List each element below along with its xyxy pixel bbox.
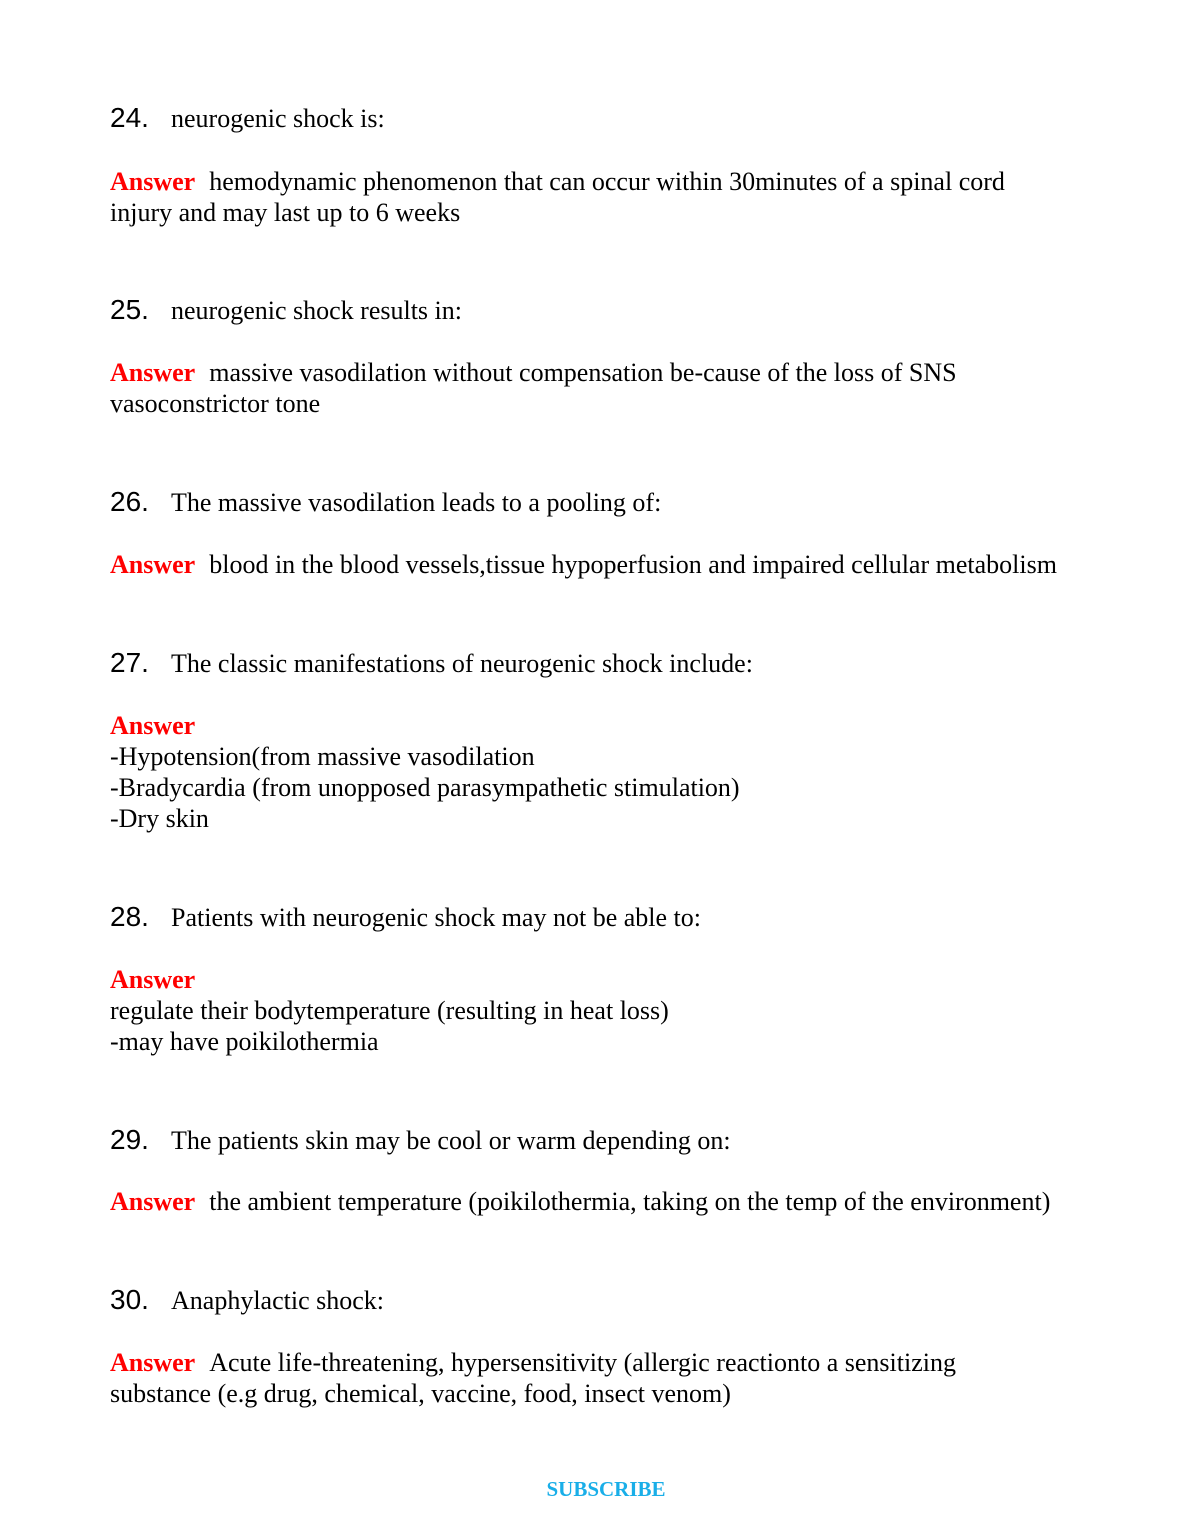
- question-text: neurogenic shock results in:: [171, 296, 462, 325]
- answer-label: Answer: [110, 965, 196, 994]
- answer-label: Answer: [110, 167, 196, 196]
- question-number: 28.: [110, 901, 149, 932]
- answer-text: Acute life-threatening, hypersensitivity (allergic reactionto a sensitizing: [209, 1348, 956, 1377]
- answer-label: Answer: [110, 358, 196, 387]
- answer-line: injury and may last up to 6 weeks: [110, 198, 461, 227]
- question-number: 29.: [110, 1124, 149, 1155]
- question-number: 25.: [110, 294, 149, 325]
- subscribe-link[interactable]: SUBSCRIBE: [546, 1477, 666, 1501]
- answer-line: -Dry skin: [110, 804, 209, 833]
- question-26: [110, 486, 661, 518]
- answer-text: the ambient temperature (poikilothermia, taking on the temp of the environment): [209, 1187, 1051, 1216]
- answer-block: [110, 1347, 956, 1409]
- question-text: The massive vasodilation leads to a pooling of:: [171, 488, 662, 517]
- answer-block: [110, 357, 957, 419]
- question-text: The patients skin may be cool or warm depending on:: [171, 1126, 731, 1155]
- answer-text: massive vasodilation without compensation be-cause of the loss of SNS: [209, 358, 957, 387]
- answer-block: [110, 549, 1057, 580]
- question-number: 30.: [110, 1284, 149, 1315]
- answer-line: vasoconstrictor tone: [110, 389, 321, 418]
- answer-label: Answer: [110, 711, 196, 740]
- question-text: neurogenic shock is:: [171, 104, 385, 133]
- question-text: The classic manifestations of neurogenic shock include:: [171, 649, 753, 678]
- answer-label: Answer: [110, 1187, 196, 1216]
- answer-line: substance (e.g drug, chemical, vaccine, food, insect venom): [110, 1379, 731, 1408]
- question-30: [110, 1284, 384, 1316]
- answer-block: [110, 166, 1005, 228]
- answer-block: [110, 1186, 1050, 1217]
- question-text: Anaphylactic shock:: [171, 1286, 384, 1315]
- question-text: Patients with neurogenic shock may not be able to:: [171, 903, 701, 932]
- question-29: [110, 1124, 731, 1156]
- answer-label: Answer: [110, 550, 196, 579]
- question-number: 24.: [110, 102, 149, 133]
- answer-label: Answer: [110, 1348, 196, 1377]
- answer-block: [110, 710, 740, 834]
- answer-line: regulate their bodytemperature (resulting in heat loss): [110, 996, 669, 1025]
- answer-block: [110, 964, 669, 1057]
- question-27: [110, 647, 753, 679]
- question-number: 26.: [110, 486, 149, 517]
- question-28: [110, 901, 701, 933]
- question-number: 27.: [110, 647, 149, 678]
- question-25: [110, 294, 462, 326]
- answer-line: -may have poikilothermia: [110, 1027, 379, 1056]
- answer-text: hemodynamic phenomenon that can occur within 30minutes of a spinal cord: [209, 167, 1005, 196]
- answer-line: -Hypotension(from massive vasodilation: [110, 742, 535, 771]
- answer-line: -Bradycardia (from unopposed parasympathetic stimulation): [110, 773, 740, 802]
- question-24: [110, 102, 385, 134]
- answer-text: blood in the blood vessels,tissue hypoperfusion and impaired cellular metabolism: [209, 550, 1057, 579]
